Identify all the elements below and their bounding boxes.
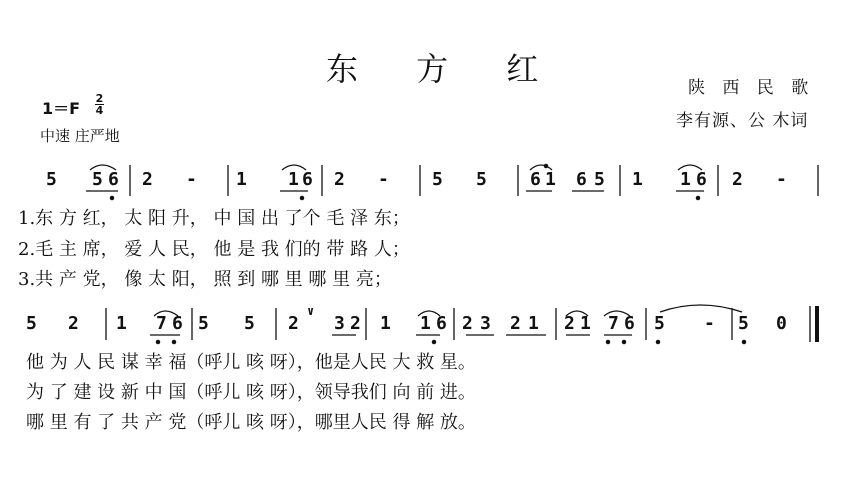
verse-3-line-1: 3.共 产 党， 像 太 阳， 照 到 哪 里 哪 里 亮； [18,269,392,290]
note: 6 [108,169,119,190]
note: 7 [608,313,619,334]
verse-2-line-1: 2.毛 主 席， 爱 人 民， 他 是 我 们的 带 路 人； [18,239,410,260]
sustain-dash: - [776,169,787,190]
note: 1 [116,313,127,334]
note: 6 [696,169,707,190]
verse-2-line-2: 为 了 建 设 新 中 国（呼儿 咳 呀），领导我们 向 前 进。 [26,382,476,403]
note: 5 [476,169,487,190]
note: 2 [350,313,361,334]
note: 1 [580,313,591,334]
note: 1 [680,169,691,190]
note: 6 [576,169,587,190]
note: 1 [236,169,247,190]
note: 2 [288,313,299,334]
note: 5 [198,313,209,334]
note: 6 [530,169,541,190]
note: 6 [624,313,635,334]
time-signature: 2 4 [95,92,104,117]
note: 1 [420,313,431,334]
note: 6 [172,313,183,334]
note: 5 [432,169,443,190]
note: 2 [732,169,743,190]
sustain-dash: - [186,169,197,190]
credit-lyricist: 李有源、公 木词 [676,111,809,131]
note: 1 [288,169,299,190]
sustain-dash: - [378,169,389,190]
note: 2 [510,313,521,334]
verse-1-line-2: 他 为 人 民 谋 幸 福（呼儿 咳 呀），他是人民 大 救 星。 [26,352,476,373]
note: 2 [564,313,575,334]
tempo-marking: 中速 庄严地 [40,127,120,145]
key-signature: 1＝F [42,99,81,118]
verse-3-line-2: 哪 里 有 了 共 产 党（呼儿 咳 呀），哪里人民 得 解 放。 [26,412,476,433]
note: 5 [594,169,605,190]
note: 1 [545,169,556,190]
note: 1 [528,313,539,334]
song-title: 东 方 红 [326,50,563,88]
note: 5 [738,313,749,334]
note: 1 [380,313,391,334]
note: 6 [302,169,313,190]
note: 2 [334,169,345,190]
note: 7 [156,313,167,334]
note: 2 [142,169,153,190]
note: 0 [776,313,787,334]
note: 3 [480,313,491,334]
sustain-dash: - [704,313,715,334]
note: 5 [92,169,103,190]
note: 5 [244,313,255,334]
verse-1-line-1: 1.东 方 红， 太 阳 升， 中 国 出 了个 毛 泽 东； [18,208,410,229]
note: 1 [632,169,643,190]
note: 6 [436,313,447,334]
breath-mark: ∨ [307,304,315,318]
note: 2 [462,313,473,334]
note: 2 [68,313,79,334]
note: 5 [26,313,37,334]
note: 5 [46,169,57,190]
note: 3 [334,313,345,334]
note: 5 [654,313,665,334]
credit-origin: 陕 西 民 歌 [688,78,815,98]
